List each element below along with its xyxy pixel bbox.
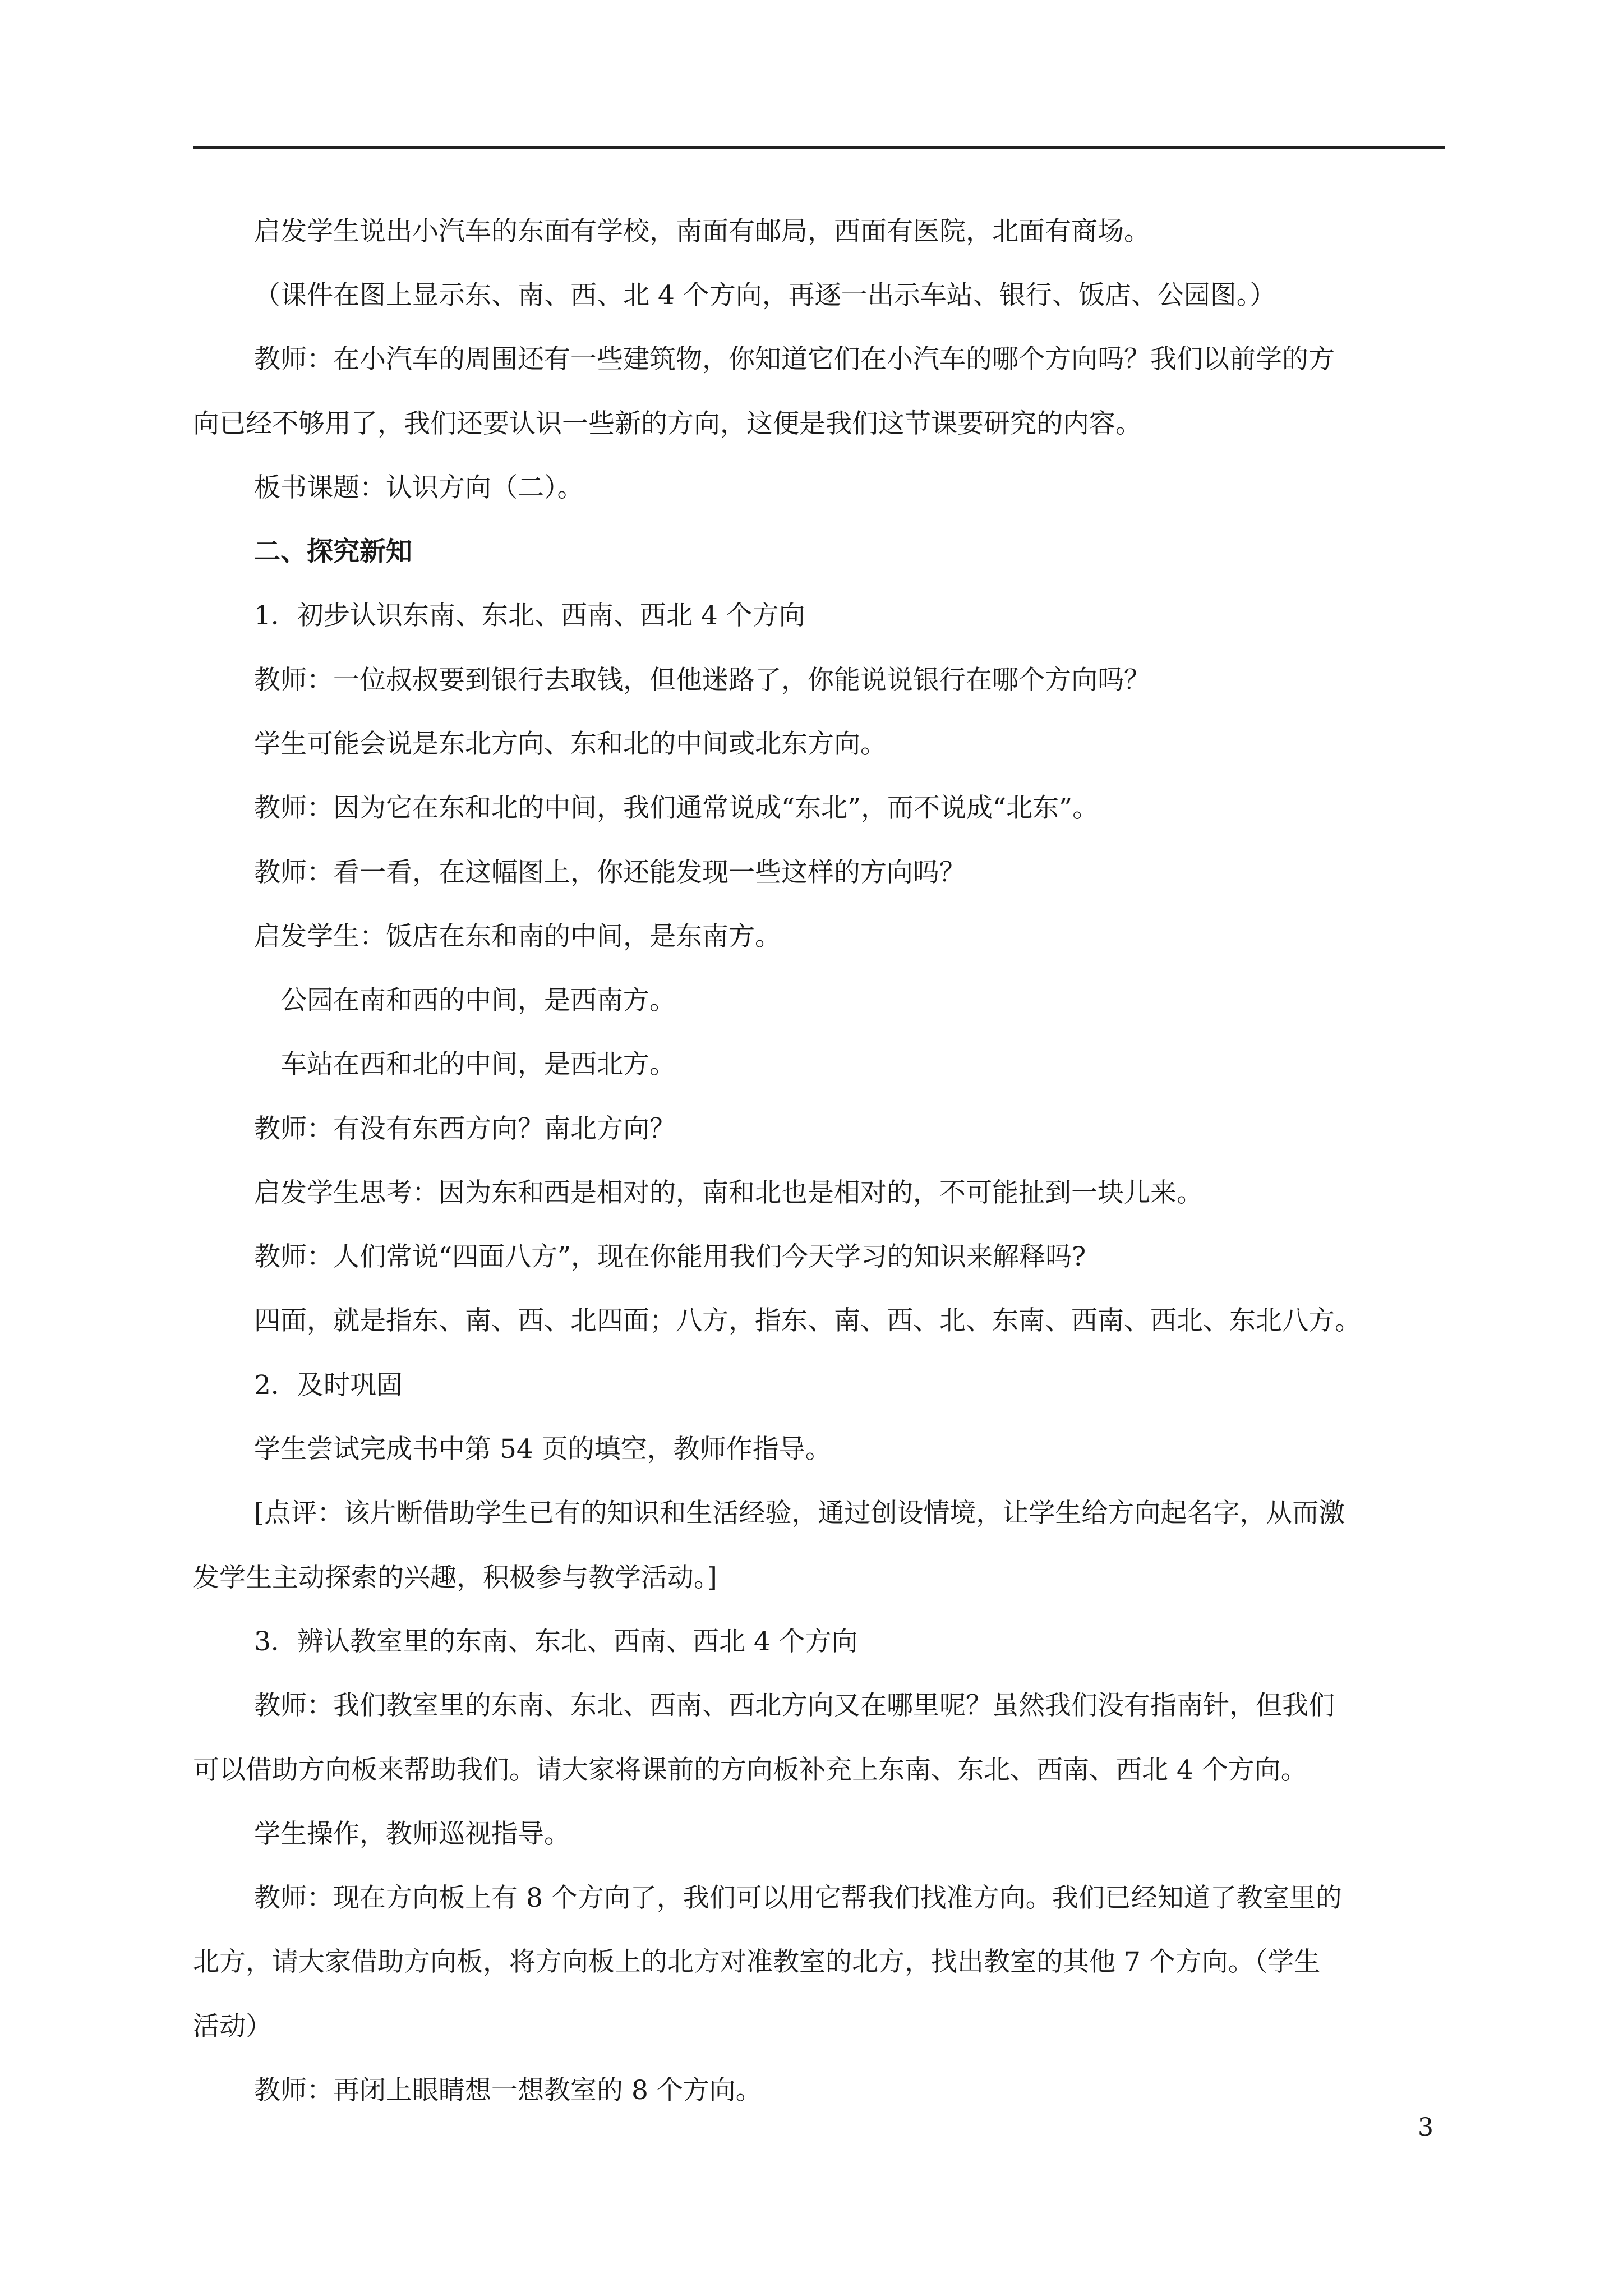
section-heading: 二、探究新知 — [254, 536, 412, 567]
text-line: 学生尝试完成书中第 54 页的填空，教师作指导。 — [254, 1434, 832, 1465]
subsection-heading: 1．初步认识东南、东北、西南、西北 4 个方向 — [254, 600, 805, 631]
text-line: 教师：因为它在东和北的中间，我们通常说成“东北”，而不说成“北东”。 — [254, 793, 1099, 823]
subsection-heading: 3．辨认教室里的东南、东北、西南、西北 4 个方向 — [254, 1626, 858, 1657]
text-line: 公园在南和西的中间，是西南方。 — [280, 985, 676, 1016]
text-line: 学生可能会说是东北方向、东和北的中间或北东方向。 — [254, 729, 887, 760]
text-line: （课件在图上显示东、南、西、北 4 个方向，再逐一出示车站、银行、饭店、公园图。） — [254, 280, 1276, 311]
text-line: 可以借助方向板来帮助我们。请大家将课前的方向板补充上东南、东北、西南、西北 4 个方向。 — [193, 1755, 1307, 1786]
text-line: 教师：现在方向板上有 8 个方向了，我们可以用它帮我们找准方向。我们已经知道了教室里的 — [254, 1883, 1342, 1913]
text-line: 活动） — [193, 2011, 272, 2042]
text-line: 启发学生说出小汽车的东面有学校，南面有邮局，西面有医院，北面有商场。 — [254, 216, 1150, 247]
subsection-heading: 2．及时巩固 — [254, 1370, 403, 1401]
text-line: 启发学生：饭店在东和南的中间，是东南方。 — [254, 921, 781, 952]
text-line: 车站在西和北的中间，是西北方。 — [280, 1049, 676, 1080]
text-line: 北方，请大家借助方向板，将方向板上的北方对准教室的北方，找出教室的其他 7 个方向。（学生 — [193, 1947, 1321, 1977]
comment-line: 发学生主动探索的兴趣，积极参与教学活动。] — [193, 1562, 717, 1593]
text-line: 教师：有没有东西方向？南北方向？ — [254, 1114, 676, 1144]
text-line: 学生操作，教师巡视指导。 — [254, 1819, 570, 1849]
text-line: 四面，就是指东、南、西、北四面；八方，指东、南、西、北、东南、西南、西北、东北八方。 — [254, 1305, 1361, 1336]
text-line: 教师：我们教室里的东南、东北、西南、西北方向又在哪里呢？虽然我们没有指南针，但我们 — [254, 1690, 1335, 1721]
text-line: 教师：看一看，在这幅图上，你还能发现一些这样的方向吗？ — [254, 857, 966, 888]
text-line: 启发学生思考：因为东和西是相对的，南和北也是相对的，不可能扯到一块儿来。 — [254, 1177, 1203, 1208]
text-line: 板书课题：认识方向（二）。 — [254, 472, 584, 503]
comment-line: [点评：该片断借助学生已有的知识和生活经验，通过创设情境，让学生给方向起名字，从而激 — [254, 1498, 1345, 1529]
text-line: 教师：人们常说“四面八方”，现在你能用我们今天学习的知识来解释吗? — [254, 1241, 1086, 1272]
page-body — [193, 0, 1445, 2296]
text-line: 教师：再闭上眼睛想一想教室的 8 个方向。 — [254, 2075, 762, 2106]
page-number: 3 — [1418, 2113, 1433, 2142]
text-line: 教师：在小汽车的周围还有一些建筑物，你知道它们在小汽车的哪个方向吗？我们以前学的方 — [254, 344, 1335, 375]
text-line: 向已经不够用了，我们还要认识一些新的方向，这便是我们这节课要研究的内容。 — [193, 408, 1142, 439]
text-line: 教师：一位叔叔要到银行去取钱，但他迷路了，你能说说银行在哪个方向吗？ — [254, 665, 1150, 696]
